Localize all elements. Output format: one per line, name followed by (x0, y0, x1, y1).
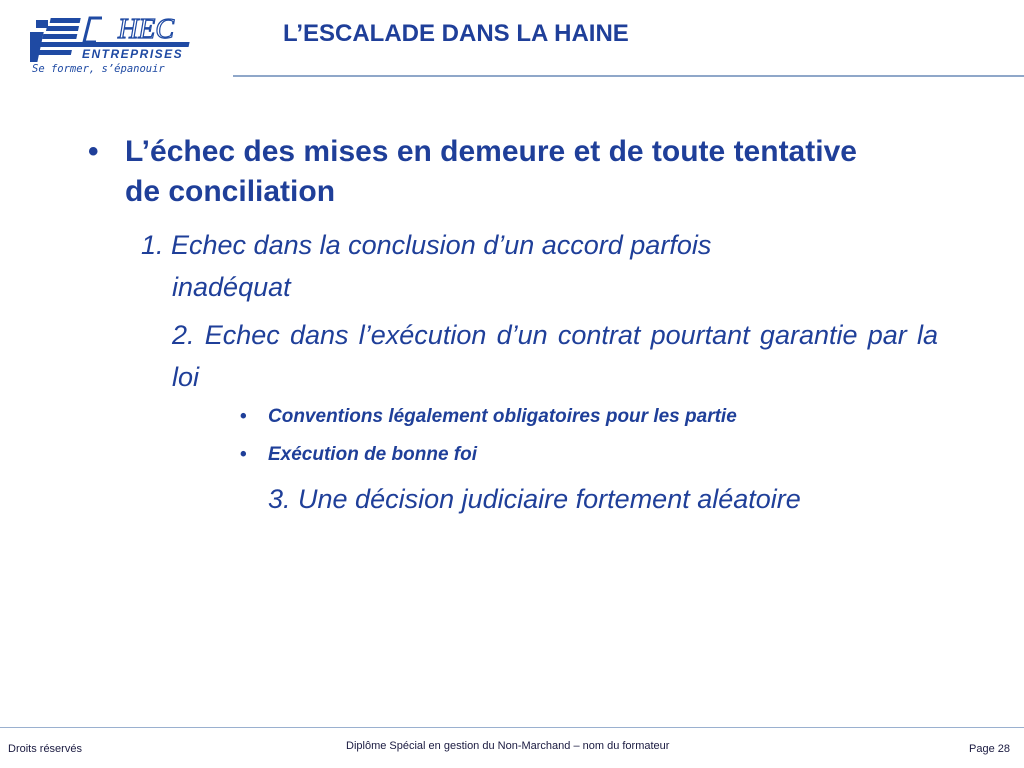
page-number: Page 28 (969, 743, 1010, 755)
numbered-item-1 (141, 224, 901, 308)
svg-text:HEC: HEC (118, 14, 174, 45)
sub-bullet-item (240, 400, 940, 438)
main-bullet (88, 132, 888, 212)
footer-rights: Droits réservés (8, 743, 82, 755)
footer-course: Diplôme Spécial en gestion du Non-Marchand – nom du formateur (346, 740, 670, 752)
sub-bullet-item (240, 438, 940, 476)
bullet-dot-icon: • (88, 135, 99, 168)
header-divider (233, 75, 1024, 77)
sub-bullet-text: Conventions légalement obligatoires pour les partie (268, 406, 737, 427)
svg-text:Se former, s’épanouir: Se former, s’épanouir (32, 63, 165, 74)
ichec-entreprises-logo (30, 12, 195, 74)
sub-bullet-dot-icon: • (240, 406, 247, 427)
numbered-item-3: 3. Une décision judiciaire fortement aléatoire (268, 484, 801, 514)
item1-text-line1: 1. Echec dans la conclusion d’un accord parfois (141, 230, 712, 260)
slide-title: L’ESCALADE DANS LA HAINE (283, 20, 629, 47)
svg-text:ENTREPRISES: ENTREPRISES (82, 47, 184, 61)
sub-bullet-text: Exécution de bonne foi (268, 444, 478, 465)
footer-divider (0, 727, 1024, 728)
sub-bullet-list (240, 400, 940, 476)
item1-text-line2: inadéquat (172, 272, 291, 302)
sub-bullet-dot-icon: • (240, 444, 247, 465)
main-bullet-text: L’échec des mises en demeure et de toute tentative de conciliation (125, 135, 857, 208)
numbered-item-2: 2. Echec dans l’exécution d’un contrat pourtant garantie par la loi (172, 320, 938, 392)
